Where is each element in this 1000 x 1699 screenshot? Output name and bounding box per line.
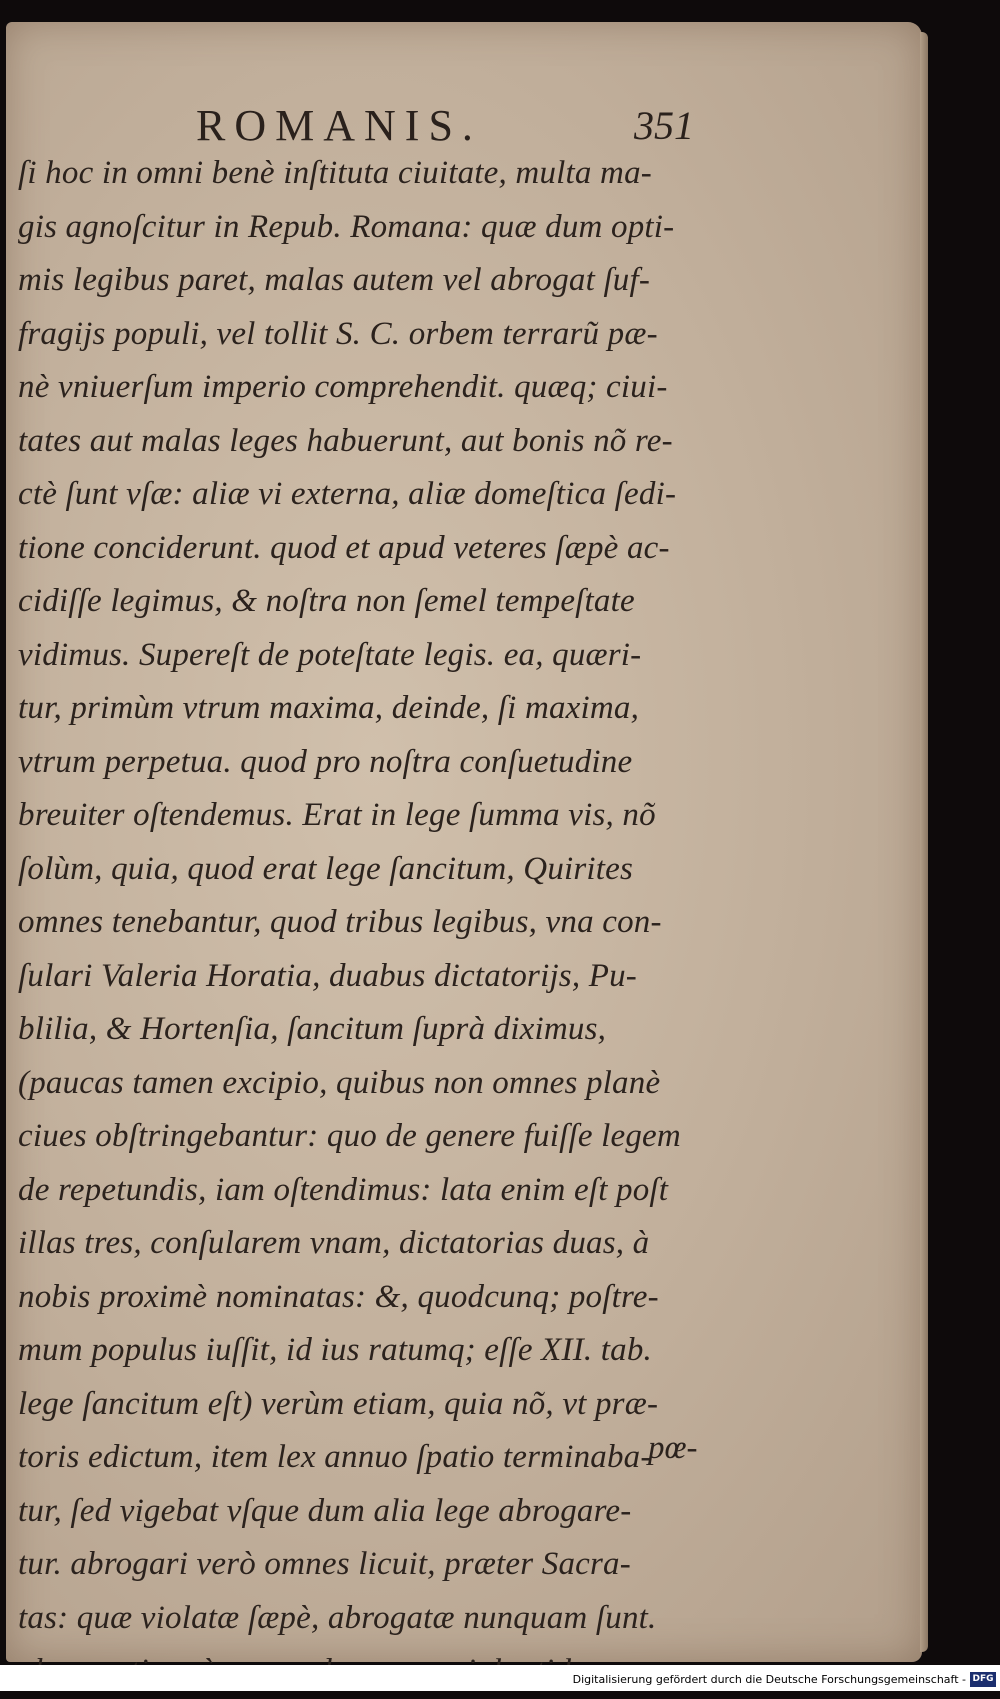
body-text: [18, 147, 718, 1699]
dfg-logo-icon: DFG: [970, 1672, 996, 1687]
text-line: gis agnoſcitur in Repub. Romana: quæ dum opti-: [18, 208, 675, 245]
text-line: cidiſſe legimus, & noſtra non ſemel tempeſtate: [18, 583, 635, 619]
text-line: (paucas tamen excipio, quibus non omnes planè: [18, 1064, 661, 1101]
text-line: de repetundis, iam oſtendimus: lata enim eſt poſt: [18, 1171, 669, 1208]
text-line: breuiter oſtendemus. Erat in lege ſumma vis, nõ: [18, 797, 656, 833]
text-line: tione conciderunt. quod et apud veteres ſæpè ac-: [18, 529, 670, 566]
page-header: [6, 82, 922, 150]
funding-credit: Digitalisierung gefördert durch die Deutsche Forschungsgemeinschaft -: [572, 1673, 966, 1686]
text-line: illas tres, conſularem vnam, dictatorias duas, à: [18, 1225, 650, 1261]
text-line: tur, primùm vtrum maxima, deinde, ſi maxima,: [18, 690, 640, 726]
text-line: ciues obſtringebantur: quo de genere fuiſſe legem: [18, 1118, 681, 1154]
page-edge: [920, 32, 928, 1652]
text-line: toris edictum, item lex annuo ſpatio terminaba-: [18, 1439, 652, 1475]
text-line: tur. abrogari verò omnes licuit, præter Sacra-: [18, 1546, 631, 1582]
digitization-footer: [0, 1665, 1000, 1691]
text-line: ſolùm, quia, quod erat lege ſancitum, Quirites: [18, 850, 634, 887]
text-line: ſi hoc in omni benè inſtituta ciuitate, multa ma-: [18, 155, 652, 191]
text-line: nobis proximè nominatas: &, quodcunq; poſtre-: [18, 1278, 659, 1315]
page-number: 351: [634, 103, 694, 148]
catchword: pœ-: [648, 1430, 698, 1466]
text-line: tur, ſed vigebat vſque dum alia lege abrogare-: [18, 1492, 632, 1529]
text-line: tates aut malas leges habuerunt, aut bonis nõ re-: [18, 422, 673, 459]
text-line: fragijs populi, vel tollit S. C. orbem terrarũ pæ-: [18, 315, 658, 352]
text-line: mis legibus paret, malas autem vel abrogat ſuf-: [18, 262, 651, 298]
text-line: vtrum perpetua. quod pro noſtra conſuetudine: [18, 743, 633, 780]
text-line: lege ſancitum eſt) verùm etiam, quia nõ, vt præ-: [18, 1385, 659, 1422]
text-line: ctè ſunt vſæ: aliæ vi externa, aliæ domeſtica ſedi-: [18, 476, 677, 512]
text-line: mum populus iuſſit, id ius ratumq; eſſe XII. tab.: [18, 1332, 653, 1368]
running-head: ROMANIS.: [196, 101, 482, 150]
text-line: nè vniuerſum imperio comprehendit. quæq; ciui-: [18, 369, 668, 405]
book-page: [6, 22, 922, 1662]
text-line: blilia, & Hortenſia, ſancitum ſuprà diximus,: [18, 1011, 607, 1047]
text-line: ſulari Valeria Horatia, duabus dictatorijs, Pu-: [18, 957, 637, 994]
text-line: omnes tenebantur, quod tribus legibus, vna con-: [18, 904, 662, 940]
text-line: tas: quæ violatæ ſæpè, abrogatæ nunquam ſunt.: [18, 1599, 657, 1636]
text-line: vidimus. Supereſt de poteſtate legis. ea, quæri-: [18, 636, 642, 673]
